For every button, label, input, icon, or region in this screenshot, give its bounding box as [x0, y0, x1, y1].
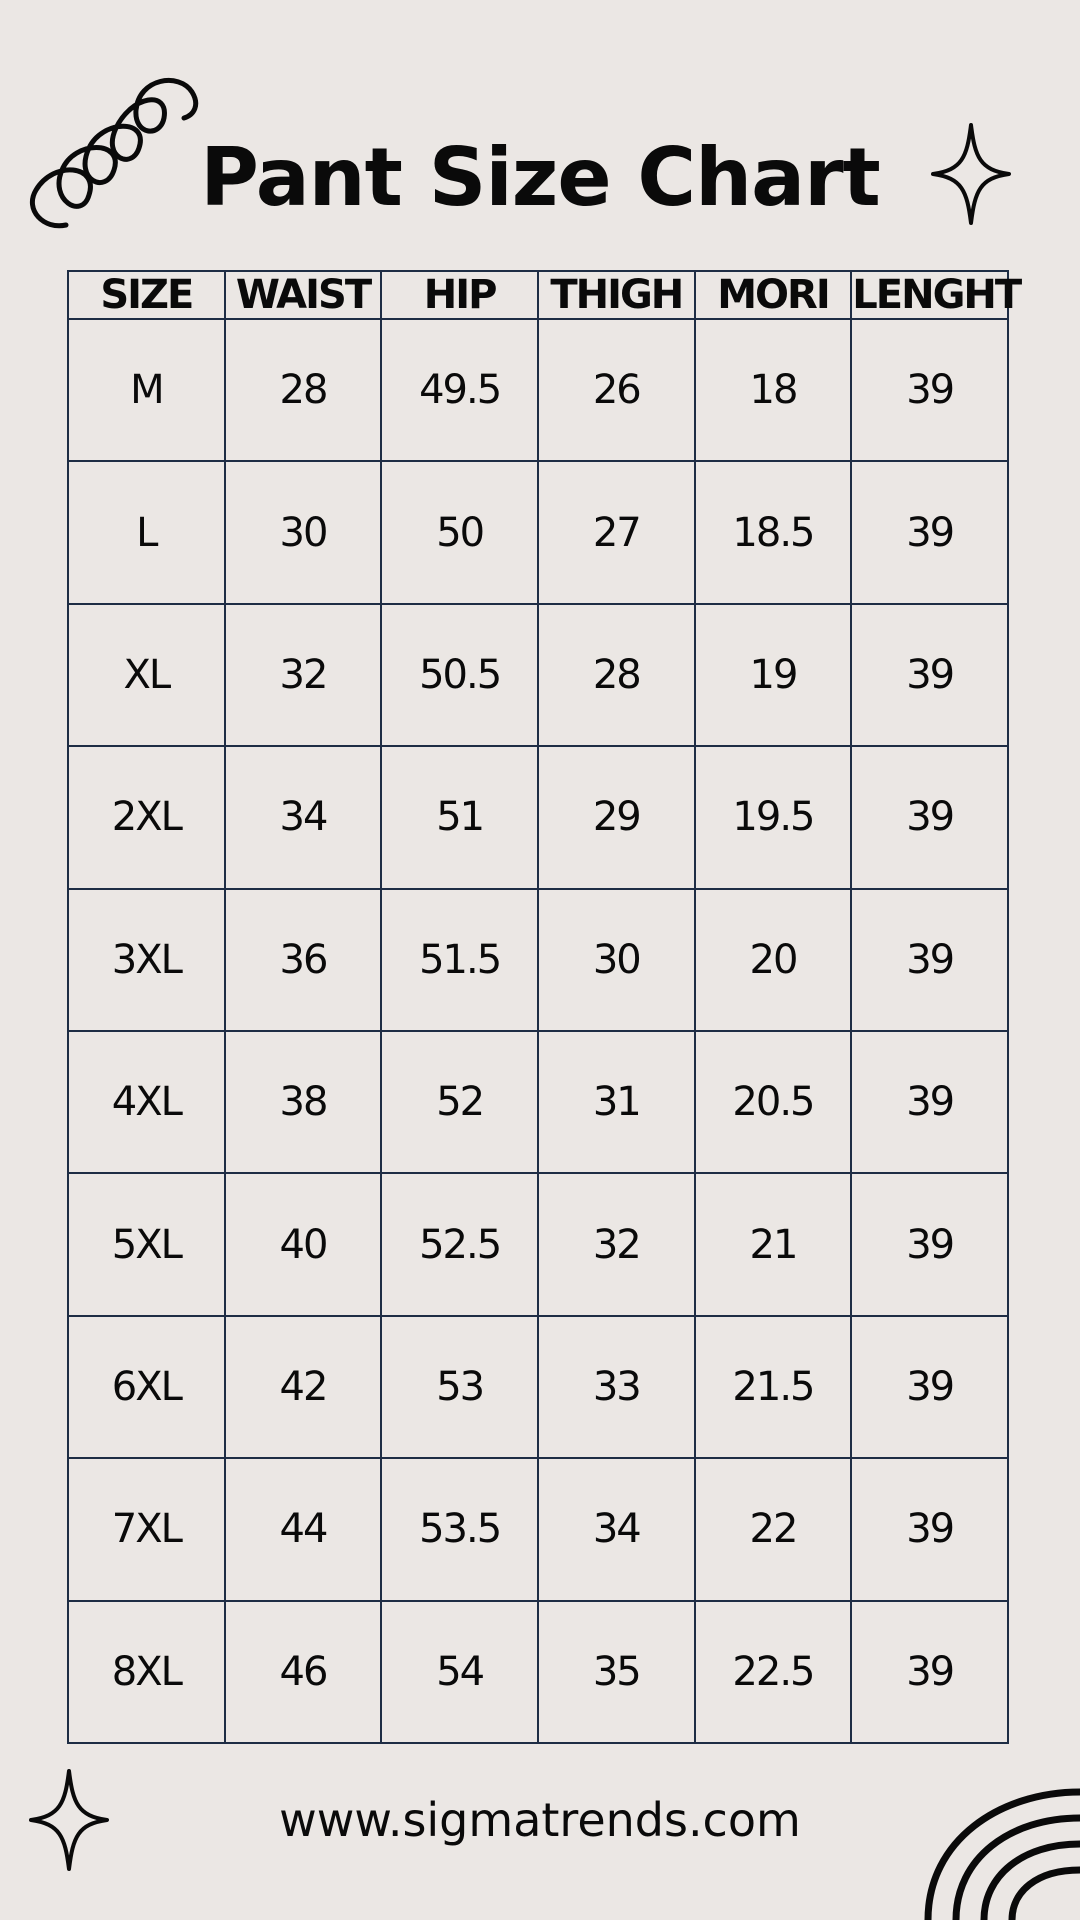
- hip-cell: 51: [381, 746, 538, 888]
- waist-cell: 44: [225, 1458, 382, 1600]
- hip-cell: 53: [381, 1316, 538, 1458]
- length-cell: 39: [851, 889, 1008, 1031]
- thigh-cell: 32: [538, 1173, 695, 1315]
- size-cell: M: [68, 319, 225, 461]
- thigh-cell: 30: [538, 889, 695, 1031]
- size-cell: 8XL: [68, 1601, 225, 1743]
- table-row: [68, 1601, 1008, 1743]
- waist-cell: 46: [225, 1601, 382, 1743]
- length-cell: 39: [851, 1601, 1008, 1743]
- size-cell: 4XL: [68, 1031, 225, 1173]
- hip-cell: 50: [381, 461, 538, 603]
- mori-cell: 18: [695, 319, 852, 461]
- hip-cell: 54: [381, 1601, 538, 1743]
- column-header-mori: MORI: [695, 271, 852, 319]
- mori-cell: 22: [695, 1458, 852, 1600]
- mori-cell: 20: [695, 889, 852, 1031]
- length-cell: 39: [851, 1458, 1008, 1600]
- hip-cell: 52.5: [381, 1173, 538, 1315]
- table-row: [68, 1458, 1008, 1600]
- mori-cell: 18.5: [695, 461, 852, 603]
- size-cell: 3XL: [68, 889, 225, 1031]
- column-header-hip: HIP: [381, 271, 538, 319]
- mori-cell: 19: [695, 604, 852, 746]
- length-cell: 39: [851, 746, 1008, 888]
- hip-cell: 51.5: [381, 889, 538, 1031]
- rainbow-arcs-icon: [910, 1780, 1080, 1920]
- thigh-cell: 33: [538, 1316, 695, 1458]
- table-row: [68, 1031, 1008, 1173]
- table-row: [68, 889, 1008, 1031]
- waist-cell: 30: [225, 461, 382, 603]
- size-cell: 2XL: [68, 746, 225, 888]
- waist-cell: 38: [225, 1031, 382, 1173]
- length-cell: 39: [851, 1316, 1008, 1458]
- size-cell: 5XL: [68, 1173, 225, 1315]
- table-row: [68, 604, 1008, 746]
- size-cell: L: [68, 461, 225, 603]
- length-cell: 39: [851, 1173, 1008, 1315]
- thigh-cell: 27: [538, 461, 695, 603]
- hip-cell: 49.5: [381, 319, 538, 461]
- column-header-waist: WAIST: [225, 271, 382, 319]
- mori-cell: 21.5: [695, 1316, 852, 1458]
- table-header-row: [68, 271, 1008, 319]
- waist-cell: 32: [225, 604, 382, 746]
- length-cell: 39: [851, 604, 1008, 746]
- mori-cell: 21: [695, 1173, 852, 1315]
- size-cell: 6XL: [68, 1316, 225, 1458]
- length-cell: 39: [851, 319, 1008, 461]
- table-row: [68, 1173, 1008, 1315]
- column-header-thigh: THIGH: [538, 271, 695, 319]
- website-url: www.sigmatrends.com: [279, 1793, 801, 1847]
- waist-cell: 36: [225, 889, 382, 1031]
- table-row: [68, 746, 1008, 888]
- mori-cell: 22.5: [695, 1601, 852, 1743]
- thigh-cell: 29: [538, 746, 695, 888]
- waist-cell: 40: [225, 1173, 382, 1315]
- hip-cell: 53.5: [381, 1458, 538, 1600]
- column-header-length: LENGHT: [852, 272, 1021, 318]
- thigh-cell: 28: [538, 604, 695, 746]
- mori-cell: 19.5: [695, 746, 852, 888]
- thigh-cell: 35: [538, 1601, 695, 1743]
- hip-cell: 52: [381, 1031, 538, 1173]
- size-chart-table: [67, 270, 1021, 1744]
- page-title: Pant Size Chart: [200, 131, 880, 224]
- thigh-cell: 26: [538, 319, 695, 461]
- length-cell: 39: [851, 461, 1008, 603]
- length-cell: 39: [851, 1031, 1008, 1173]
- mori-cell: 20.5: [695, 1031, 852, 1173]
- table-row: [68, 1316, 1008, 1458]
- waist-cell: 34: [225, 746, 382, 888]
- table-row: [68, 319, 1008, 461]
- table-row: [68, 461, 1008, 603]
- thigh-cell: 31: [538, 1031, 695, 1173]
- waist-cell: 28: [225, 319, 382, 461]
- size-cell: 7XL: [68, 1458, 225, 1600]
- size-cell: XL: [68, 604, 225, 746]
- thigh-cell: 34: [538, 1458, 695, 1600]
- waist-cell: 42: [225, 1316, 382, 1458]
- hip-cell: 50.5: [381, 604, 538, 746]
- column-header-size: SIZE: [68, 271, 225, 319]
